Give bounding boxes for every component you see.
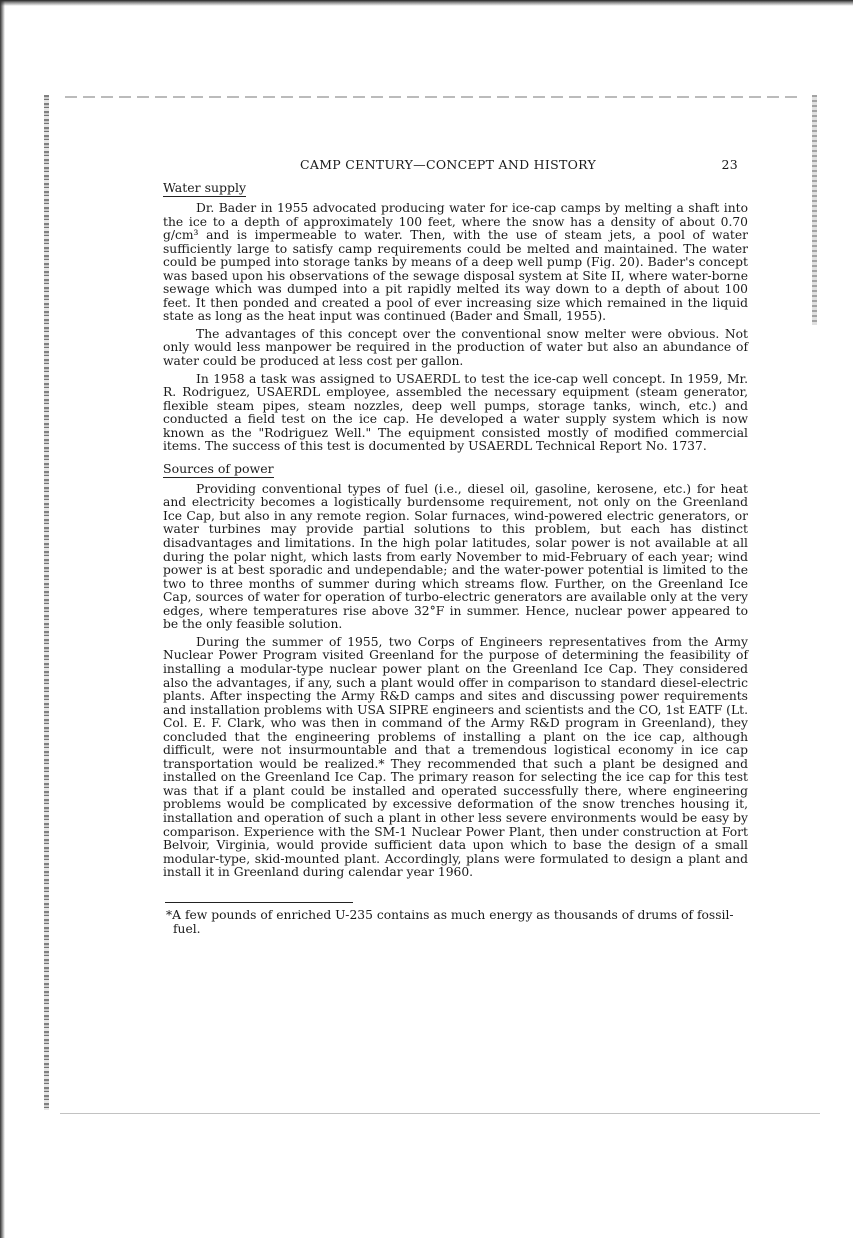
paragraph: In 1958 a task was assigned to USAERDL to test the ice-cap well concept. In 1959, Mr. R. Rodriguez, USAERDL employee, assembled the necessary equipment (steam generator, flexible steam pipes, steam nozzles, deep well pumps, storage tanks, winch, etc.) and conducted a field test on the ice cap. He developed a water supply system which is now known as the "Rodriguez Well." The equipment consisted mostly of modified commercial items. The success of this test is documented by USAERDL Technical Report No. 1737. (163, 371, 748, 454)
section-heading: Water supply (163, 180, 247, 195)
scan-left-edge (0, 0, 5, 1238)
binding-rule-bottom (60, 1113, 820, 1114)
section-sources-of-power (163, 458, 748, 880)
document-page (163, 157, 748, 936)
paragraph: The advantages of this concept over the conventional snow melter were obvious. Not only would less manpower be required in the production of water but also an abundance of water could be produced at less cost per gallon. (163, 326, 748, 369)
paragraph: During the summer of 1955, two Corps of Engineers representatives from the Army Nuclear Power Program visited Greenland for the purpose of determining the feasibility of installing a modular-type nuclear power plant on the Greenland Ice Cap. They considered also the advantages, if any, such a plant would offer in comparison to standard diesel-electric plants. After inspecting the Army R&D camps and sites and discussing power requirements and installation problems with USA SIPRE engineers and scientists and the CO, 1st EATF (Lt. Col. E. F. Clark, who was then in command of the Army R&D program in Greenland), they concluded that the engineering problems of installing a plant on the ice cap, although difficult, were not insurmountable and that a tremendous logistical economy in ice cap transportation would be realized.* They recommended that such a plant be designed and installed on the Greenland Ice Cap. The primary reason for selecting the ice cap for this test was that if a plant could be installed and operated successfully there, where engineering problems would be complicated by excessive deformation of the snow trenches housing it, installation and operation of such a plant in other less severe environments would be easy by comparison. Experience with the SM-1 Nuclear Power Plant, then under construction at Fort Belvoir, Virginia, would provide sufficient data upon which to base the design of a small modular-type, skid-mounted plant. Accordingly, plans were formulated to design a plant and install it in Greenland during calendar year 1960. (163, 634, 748, 880)
running-title: CAMP CENTURY—CONCEPT AND HISTORY (300, 157, 597, 172)
page-header (163, 157, 748, 177)
footnote-rule (165, 902, 353, 903)
section-heading: Sources of power (163, 460, 274, 476)
binding-rule-top (65, 96, 800, 98)
binding-strip-right (812, 95, 817, 325)
paragraph: Dr. Bader in 1955 advocated producing water for ice-cap camps by melting a shaft into the ice to a depth of approximately 100 feet, where the snow has a density of about 0.70 g/cm³ and is impermeable to water. Then, with the use of steam jets, a pool of water sufficiently large to satisfy camp requirements could be melted and maintained. The water could be pumped into storage tanks by means of a deep well pump (Fig. 20). Bader's concept was based upon his observations of the sewage disposal system at Site II, where water-borne sewage which was dumped into a pit rapidly melted its way down to a depth of about 100 feet. It then ponded and created a pool of ever increasing size which remained in the liquid state as long as the heat input was continued (Bader and Small, 1955). (163, 201, 748, 324)
scan-top-edge (0, 0, 853, 6)
section-water-supply (163, 177, 748, 454)
footnote: *A few pounds of enriched U-235 contains as much energy as thousands of drums of fossil-fuel. (166, 907, 734, 936)
binding-strip-left (44, 95, 49, 1110)
page-number: 23 (721, 157, 738, 172)
paragraph: Providing conventional types of fuel (i.e., diesel oil, gasoline, kerosene, etc.) for heat and electricity becomes a logistically burdensome requirement, not only on the Greenland Ice Cap, but also in any remote region. Solar furnaces, wind-powered electric generators, or water turbines may provide partial solutions to this problem, but each has distinct disadvantages and limitations. In the high polar latitudes, solar power is not available at all during the polar night, which lasts from early November to mid-February of each year; wind power is at best sporadic and undependable; and the water-power potential is limited to the two to three months of summer during which streams flow. Further, on the Greenland Ice Cap, sources of water for operation of turbo-electric generators are available only at the very edges, where temperatures rise above 32°F in summer. Hence, nuclear power appeared to be the only feasible solution. (163, 481, 748, 632)
